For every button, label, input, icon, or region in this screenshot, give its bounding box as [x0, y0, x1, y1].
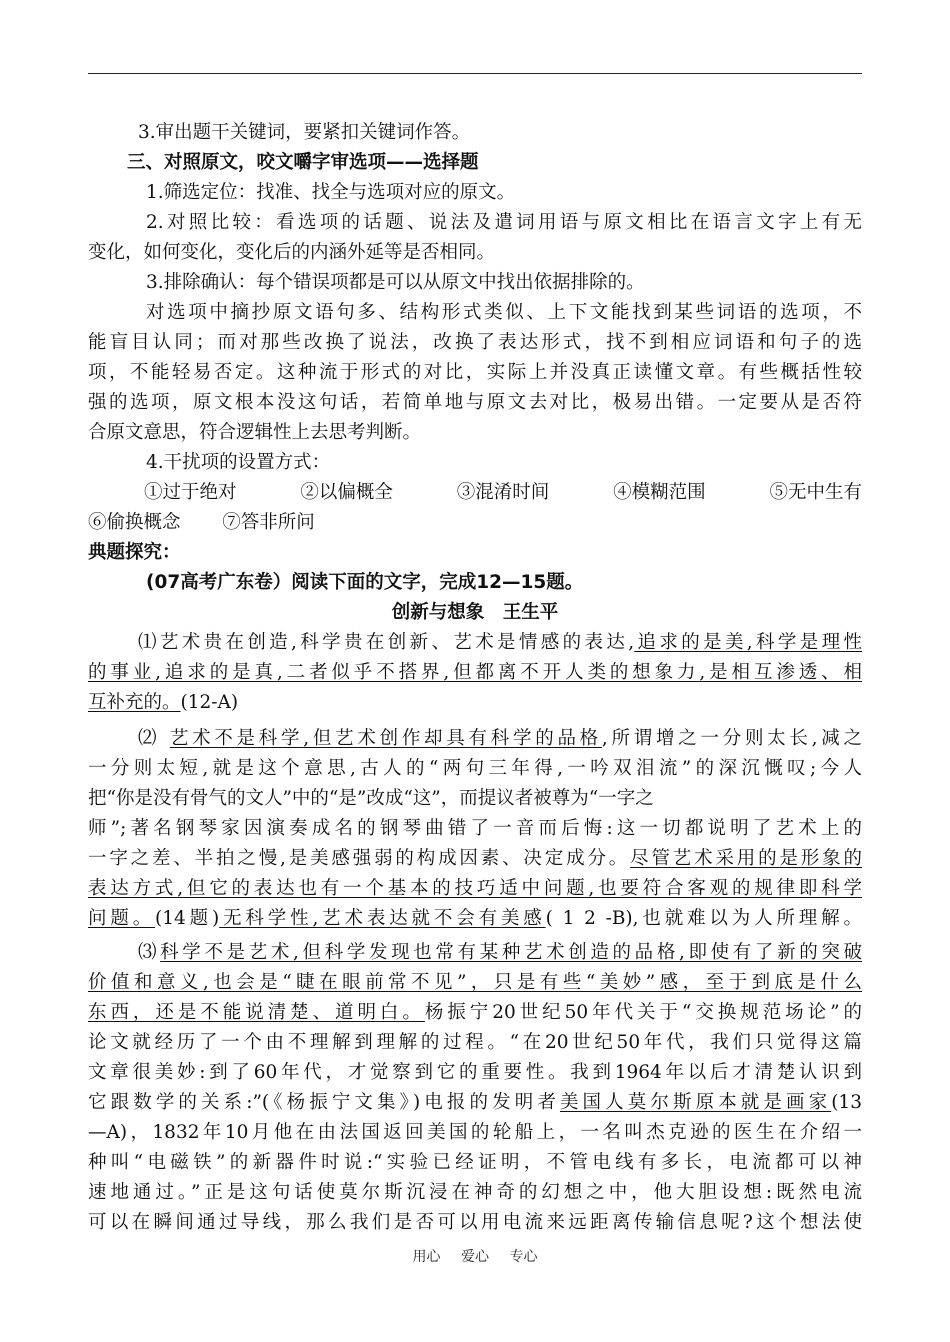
- para2-line: 一字之差、半拍之慢,是美感强弱的构成因素、决定成分。尽管艺术采用的是形象的: [88, 848, 862, 869]
- underlined-text: 问题。: [88, 908, 156, 929]
- tip-paragraph-line: 强的选项，原文根本没这句话，若简单地与原文去对比，极易出错。一定要从是否符: [88, 392, 862, 413]
- option-item: ①过于绝对: [144, 482, 237, 503]
- tip-line: 4.干扰项的设置方式：: [146, 452, 331, 473]
- para3-line: 东西，还是不能说清楚、道明白。杨振宁20世纪50年代关于“交换规范场论”的: [88, 1002, 862, 1023]
- footer-text: 用心: [412, 1249, 441, 1265]
- underlined-text: 艺术不是科学,但艺术创作却具有科学的品格: [169, 728, 602, 749]
- tip-paragraph-line: 项，不能轻易否定。这种流于形式的对比，实际上并没真正读懂文章。有些概括性较: [88, 362, 862, 383]
- document-body: [88, 118, 862, 1238]
- para1-line: [88, 658, 862, 688]
- underlined-text: 尽管艺术采用的是形象的: [630, 848, 862, 869]
- tip-paragraph-line: 对选项中摘抄原文语句多、结构形式类似、上下文能找到某些词语的选项，不: [146, 302, 862, 323]
- para2-line: 一分则太短,就是这个意思,古人的“两句三年得,一吟双泪流”的深沉慨叹;今人: [88, 758, 862, 779]
- para1-line: 互补充的。(12-A): [88, 692, 239, 713]
- example-heading: 典题探究：: [88, 542, 181, 563]
- option-item: ②以偏概全: [300, 482, 393, 503]
- example-intro: (07高考广东卷）阅读下面的文字，完成12—15题。: [146, 572, 584, 593]
- underlined-text: 东西，还是不能说清楚、道明白。: [88, 1002, 425, 1023]
- underlined-text: 的事业,追求的是真,二者似乎不搭界,但都离不开人类的想象力,是相互渗透、相: [88, 662, 862, 683]
- para2-line: ⑵ 艺术不是科学,但艺术创作却具有科学的品格,所谓增之一分则太长,减之: [138, 728, 862, 749]
- underlined-text: 表达方式,但它的表达也有一个基本的技巧适中问题,也要符合客观的规律即科学: [88, 878, 862, 899]
- underlined-text: 无科学性,艺术表达就不会有美感: [219, 908, 546, 929]
- tip-paragraph-line: 合原文意思，符合逻辑性上去思考判断。: [88, 422, 422, 443]
- para3-line: 种叫“电磁铁”的新器件时说:“实验已经证明，不管电线有多长，电流都可以神: [88, 1152, 862, 1173]
- para3-line: 速地通过。”正是这句话使莫尔斯沉浸在神奇的幻想之中，他大胆设想:既然电流: [88, 1182, 862, 1203]
- article-title: 创新与想象 王生平: [391, 602, 559, 623]
- underlined-text: 美国人莫尔斯原本就是画家: [559, 1092, 832, 1113]
- para3-line: 论文就经历了一个由不理解到理解的过程。“在20世纪50年代，我们只觉得这篇: [88, 1032, 862, 1053]
- footer-text: 爱心: [461, 1249, 489, 1265]
- para2-line: 问题。(14题)无科学性,艺术表达就不会有美感( 1 2 -B),也就难以为人所理解。: [88, 908, 862, 929]
- distractor-options: [88, 478, 862, 508]
- option-item: ③混淆时间: [456, 482, 550, 503]
- page-footer: [0, 1246, 950, 1266]
- para3-line: —A)，1832年10月他在由法国返回美国的轮船上，一名叫杰克逊的医生在介绍一: [88, 1122, 862, 1143]
- underlined-text: 科学不是艺术,但科学发现也常有某种艺术创造的品格,即使有了新的突破: [160, 942, 862, 963]
- para1-line: ⑴艺术贵在创造,科学贵在创新、艺术是情感的表达,追求的是美,科学是理性: [138, 632, 862, 653]
- para3-line: 文章很美妙:到了60年代，才觉察到它的重要性。我到1964年以后才清楚认识到: [88, 1062, 862, 1083]
- tip-line: 3.审出题干关键词，要紧扣关键词作答。: [138, 122, 471, 143]
- tip-line: 3.排除确认：每个错误项都是可以从原文中找出依据排除的。: [146, 272, 645, 293]
- option-item: ④模糊范围: [613, 482, 706, 503]
- section-heading: 三、对照原文，咬文嚼字审选项——选择题: [127, 152, 479, 173]
- tip-paragraph-line: 能盲目认同；而对那些改换了说法，改换了表达形式，找不到相应词语和句子的选: [88, 332, 862, 353]
- underlined-text: 互补充的。: [88, 692, 181, 713]
- para2-line: [88, 874, 862, 904]
- underlined-text: 追求的是美,科学是理性: [634, 632, 862, 653]
- para3-line: 可以在瞬间通过导线，那么我们是否可以用电流来远距离传输信息呢?这个想法使: [88, 1212, 862, 1233]
- option-item: ⑦答非所问: [222, 512, 315, 533]
- para2-line: 师”;著名钢琴家因演奏成名的钢琴曲错了一音而后悔:这一切都说明了艺术上的: [88, 818, 862, 839]
- tip-line: 2.对照比较：看选项的话题、说法及遣词用语与原文相比在语言文字上有无: [146, 212, 862, 233]
- para3-line: 它跟数学的关系:”(《杨振宁文集》)电报的发明者美国人莫尔斯原本就是画家(13: [88, 1092, 862, 1113]
- tip-line: 变化，如何变化，变化后的内涵外延等是否相同。: [88, 242, 496, 263]
- footer-text: 专心: [509, 1249, 538, 1265]
- para3-line: [88, 968, 862, 998]
- tip-line: 1.筛选定位：找准、找全与选项对应的原文。: [146, 182, 516, 203]
- underlined-text: 价值和意义,也会是“睫在眼前常不见”，只是有些“美妙”感，至于到底是什么: [88, 972, 862, 993]
- option-item: ⑤无中生有: [769, 482, 862, 503]
- header-rule: [88, 73, 862, 74]
- distractor-options-2: [88, 508, 862, 538]
- para3-line: ⑶科学不是艺术,但科学发现也常有某种艺术创造的品格,即使有了新的突破: [138, 942, 862, 963]
- para2-line: 把“你是没有骨气的文人”中的“是”改成“这”，而提议者被尊为“一字之: [88, 788, 654, 809]
- option-item: ⑥偷换概念: [88, 512, 181, 533]
